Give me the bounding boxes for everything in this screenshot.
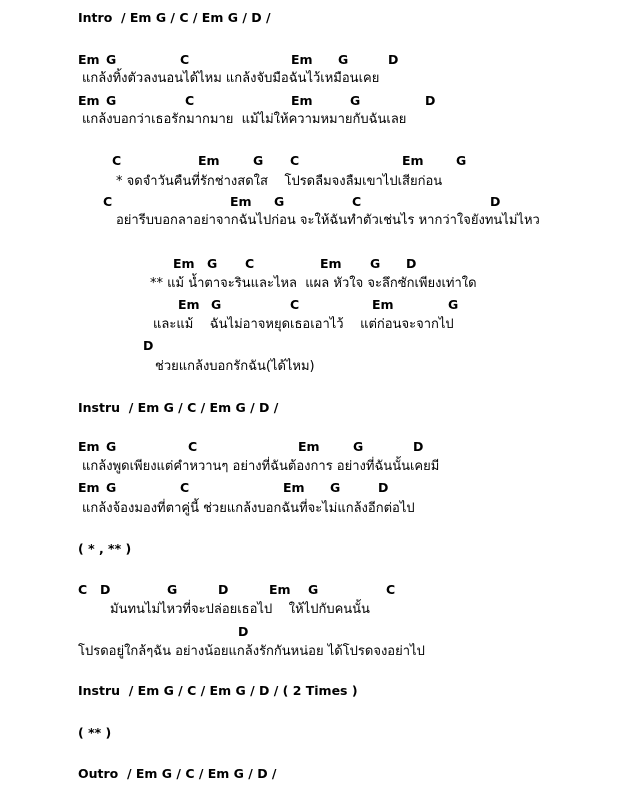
lyric-line: มันทนไม่ไหวที่จะปล่อยเธอไป ให้ไปกับคนนั้น — [110, 602, 370, 617]
chord: G — [207, 256, 218, 271]
lyric-line: แกล้งพูดเพียงแต่คำหวานๆ อย่างที่ฉันต้องการ อย่างที่ฉันนั้นเคยมี — [82, 459, 440, 474]
chord: D — [490, 194, 501, 209]
chord: G — [106, 480, 117, 495]
lyric-line: แกล้งจ้องมองที่ตาคู่นี้ ช่วยแกล้งบอกฉันที่จะไม่แกล้งอีกต่อไป — [82, 501, 415, 516]
chord: G — [330, 480, 341, 495]
chord: D — [100, 582, 111, 597]
lyric-line: ช่วยแกล้งบอกรักฉัน(ได้ไหม) — [155, 359, 315, 374]
lyric-line: โปรดอยู่ใกล้ๆฉัน อย่างน้อยแกล้งรักกันหน่อย ได้โปรดจงอย่าไป — [78, 644, 425, 659]
chord: G — [211, 297, 222, 312]
chord: Em — [372, 297, 394, 312]
chord: Em — [402, 153, 424, 168]
chord: G — [308, 582, 319, 597]
chord: G — [167, 582, 178, 597]
chord: C — [185, 93, 195, 108]
chord: Em — [78, 52, 100, 67]
chord: G — [353, 439, 364, 454]
lyric-line: แกล้งทิ้งตัวลงนอนได้ไหม แกล้งจับมือฉันไว้เหมือนเคย — [82, 71, 380, 86]
chord: C — [352, 194, 362, 209]
lyric-line: * จดจำวันคืนที่รักช่างสดใส โปรดลืมจงลืมเขาไปเสียก่อน — [116, 174, 443, 189]
repeat-marker: ( * , ** ) — [78, 541, 132, 556]
chord: C — [112, 153, 122, 168]
instrumental-line: Instru / Em G / C / Em G / D / ( 2 Times ) — [78, 683, 358, 698]
chord: G — [338, 52, 349, 67]
outro-line: Outro / Em G / C / Em G / D / — [78, 766, 277, 781]
chord: C — [180, 480, 190, 495]
chord: D — [143, 338, 154, 353]
lyric-line: และแม้ ฉันไม่อาจหยุดเธอเอาไว้ แต่ก่อนจะจากไป — [153, 317, 454, 332]
chord: Em — [320, 256, 342, 271]
chord: G — [350, 93, 361, 108]
chord: C — [180, 52, 190, 67]
chord: Em — [230, 194, 252, 209]
chord: C — [290, 297, 300, 312]
chord: G — [106, 52, 117, 67]
chord: C — [103, 194, 113, 209]
chord: Em — [78, 439, 100, 454]
repeat-marker: ( ** ) — [78, 725, 112, 740]
chord: C — [290, 153, 300, 168]
chord: G — [370, 256, 381, 271]
lyric-line: ** แม้ น้ำตาจะรินและไหล แผล หัวใจ จะลึกซักเพียงเท่าใด — [150, 276, 477, 291]
chord: Em — [291, 52, 313, 67]
chord: G — [456, 153, 467, 168]
chord: Em — [178, 297, 200, 312]
intro-line: Intro / Em G / C / Em G / D / — [78, 10, 271, 25]
chord: D — [425, 93, 436, 108]
chord: Em — [283, 480, 305, 495]
chord: C — [78, 582, 88, 597]
chord: Em — [269, 582, 291, 597]
chord: C — [245, 256, 255, 271]
chord: Em — [298, 439, 320, 454]
chord: D — [378, 480, 389, 495]
chord: D — [238, 624, 249, 639]
chord: G — [448, 297, 459, 312]
chord: G — [253, 153, 264, 168]
chord: C — [188, 439, 198, 454]
chord: Em — [78, 480, 100, 495]
chord: G — [274, 194, 285, 209]
chord: G — [106, 93, 117, 108]
chord: G — [106, 439, 117, 454]
chord: D — [388, 52, 399, 67]
chord: D — [406, 256, 417, 271]
chord: Em — [173, 256, 195, 271]
chord: Em — [78, 93, 100, 108]
lyric-line: แกล้งบอกว่าเธอรักมากมาย แม้ไม่ให้ความหมายกับฉันเลย — [82, 112, 407, 127]
chord: D — [413, 439, 424, 454]
chord: Em — [198, 153, 220, 168]
chord: C — [386, 582, 396, 597]
lyric-line: อย่ารีบบอกลาอย่าจากฉันไปก่อน จะให้ฉันทำตัวเช่นไร หากว่าใจยังทนไม่ไหว — [116, 213, 540, 228]
chord: Em — [291, 93, 313, 108]
instrumental-line: Instru / Em G / C / Em G / D / — [78, 400, 279, 415]
chord: D — [218, 582, 229, 597]
